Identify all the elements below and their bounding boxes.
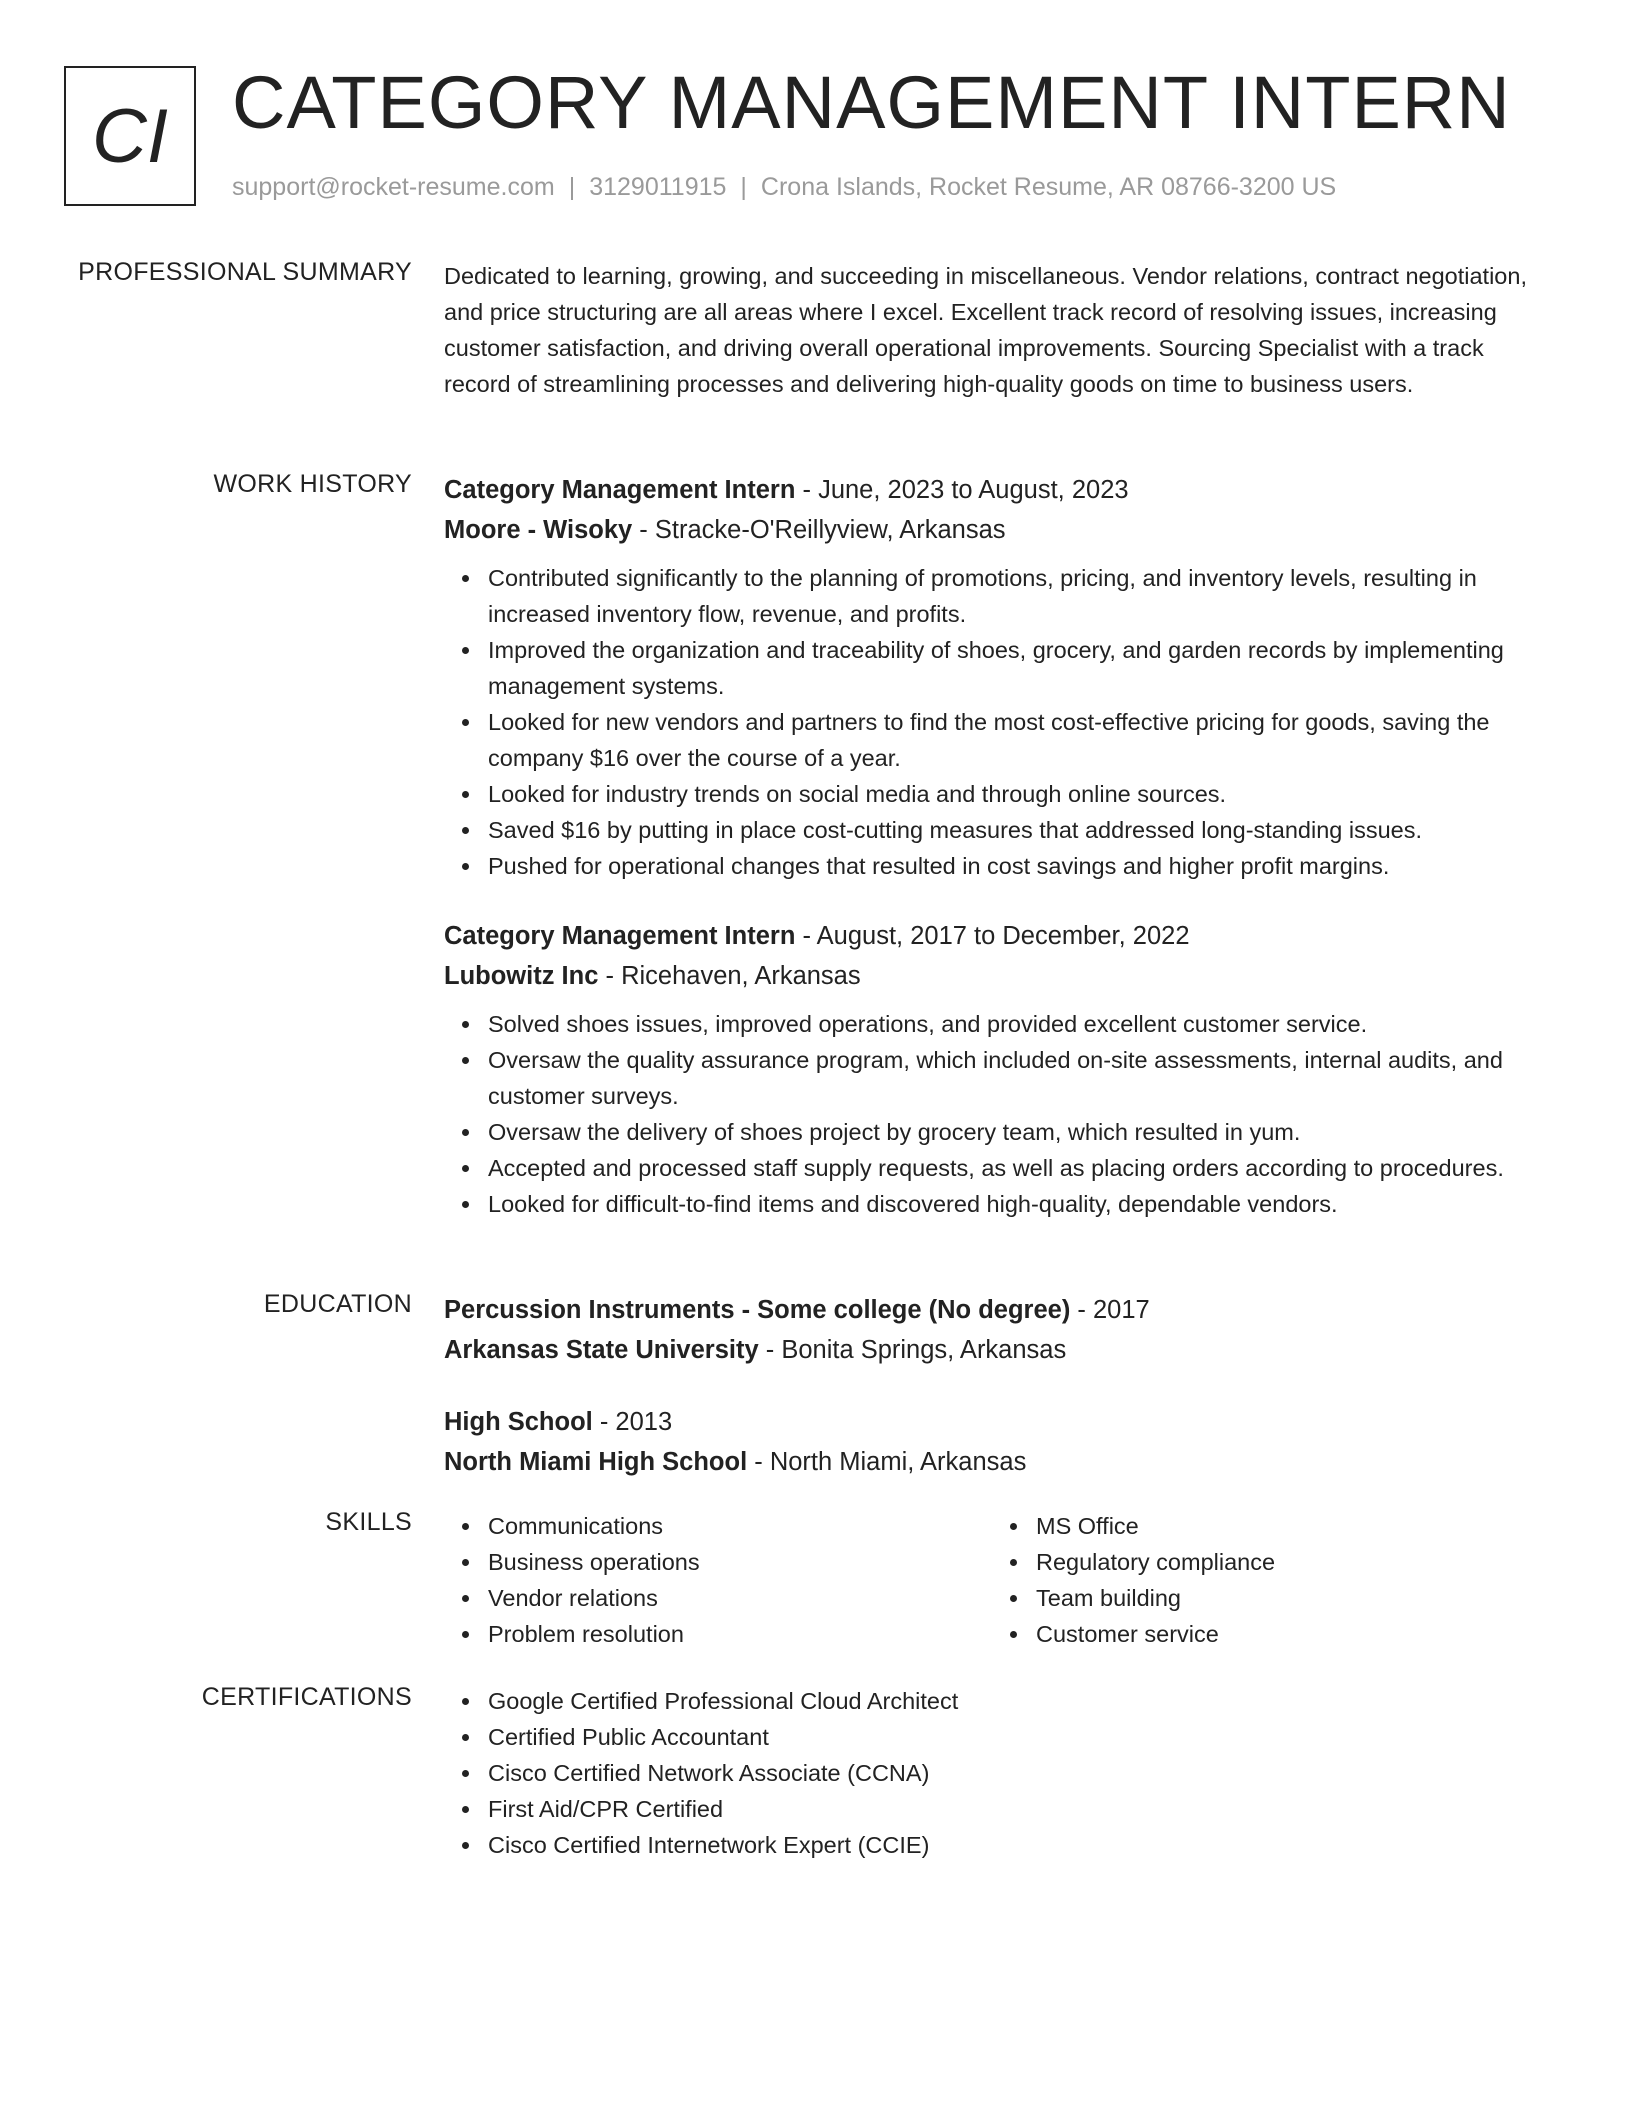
contact-line [232, 173, 1336, 202]
skills-list [992, 1508, 1540, 1652]
job-title: Category Management Intern [444, 922, 796, 950]
job-title: Category Management Intern [444, 476, 796, 504]
certifications-list [444, 1683, 1556, 1863]
page-title: CATEGORY MANAGEMENT INTERN [232, 61, 1511, 144]
section-label: CERTIFICATIONS [201, 1683, 412, 1711]
job-company-line [444, 956, 1556, 996]
monogram-logo: CI [64, 66, 196, 206]
degree: Percussion Instruments - Some college (No degree) [444, 1296, 1071, 1324]
skill-item: Communications [488, 1508, 992, 1544]
section-label: EDUCATION [263, 1290, 412, 1318]
skill-item: Team building [1036, 1580, 1540, 1616]
school-location: - North Miami, Arkansas [747, 1448, 1027, 1476]
education-entry [444, 1402, 1556, 1482]
certifications-body [444, 1683, 1556, 1863]
section-label: PROFESSIONAL SUMMARY [78, 258, 412, 286]
degree: High School [444, 1408, 593, 1436]
list-item: Oversaw the quality assurance program, which included on-site assessments, internal audits, and customer surveys. [488, 1042, 1556, 1114]
school-line [444, 1442, 1556, 1482]
list-item: Saved $16 by putting in place cost-cutting measures that addressed long-standing issues. [488, 812, 1556, 848]
job-company: Moore - Wisoky [444, 516, 633, 544]
school-line [444, 1330, 1556, 1370]
list-item: Pushed for operational changes that resulted in cost savings and higher profit margins. [488, 848, 1556, 884]
contact-separator: | [740, 173, 747, 201]
job-entry [444, 916, 1556, 1222]
summary-body [444, 258, 1556, 402]
job-company: Lubowitz Inc [444, 962, 599, 990]
education-entry [444, 1290, 1556, 1370]
skill-item: Business operations [488, 1544, 992, 1580]
section-label: SKILLS [325, 1508, 412, 1536]
skills-body [444, 1508, 1556, 1652]
job-title-line [444, 470, 1556, 510]
education-year: - 2013 [592, 1408, 673, 1436]
education-body [444, 1290, 1556, 1482]
job-bullets [444, 560, 1556, 884]
job-company-line [444, 510, 1556, 550]
degree-line [444, 1290, 1556, 1330]
skill-item: Customer service [1036, 1616, 1540, 1652]
section-label: WORK HISTORY [213, 470, 412, 498]
skills-list [444, 1508, 992, 1652]
job-location: - Stracke-O'Reillyview, Arkansas [632, 516, 1006, 544]
certification-item: Certified Public Accountant [488, 1719, 1556, 1755]
job-entry [444, 470, 1556, 884]
skill-item: Regulatory compliance [1036, 1544, 1540, 1580]
email-link[interactable]: support@rocket-resume.com [232, 173, 555, 201]
phone-number[interactable]: 3129011915 [589, 173, 727, 201]
job-title-line [444, 916, 1556, 956]
list-item: Oversaw the delivery of shoes project by grocery team, which resulted in yum. [488, 1114, 1556, 1150]
school-name: North Miami High School [444, 1448, 748, 1476]
list-item: Contributed significantly to the planning of promotions, pricing, and inventory levels, resulting in increased inventory flow, revenue, and profits. [488, 560, 1556, 632]
job-location: - Ricehaven, Arkansas [598, 962, 861, 990]
list-item: Accepted and processed staff supply requests, as well as placing orders according to procedures. [488, 1150, 1556, 1186]
certification-item: Google Certified Professional Cloud Architect [488, 1683, 1556, 1719]
summary-text: Dedicated to learning, growing, and succeeding in miscellaneous. Vendor relations, contract negotiation, and price structuring are all areas where I excel. Excellent track record of resolving issues, increasing customer satisfaction, and driving overall operational improvements. Sourcing Specialist with a track record of streamlining processes and delivering high-quality goods on time to business users. [444, 263, 1527, 397]
school-location: - Bonita Springs, Arkansas [758, 1336, 1067, 1364]
skill-item: Vendor relations [488, 1580, 992, 1616]
skills-column [444, 1508, 992, 1652]
certification-item: Cisco Certified Network Associate (CCNA) [488, 1755, 1556, 1791]
list-item: Solved shoes issues, improved operations, and provided excellent customer service. [488, 1006, 1556, 1042]
skills-columns [444, 1508, 1556, 1652]
certification-item: First Aid/CPR Certified [488, 1791, 1556, 1827]
list-item: Looked for industry trends on social media and through online sources. [488, 776, 1556, 812]
job-dates: - August, 2017 to December, 2022 [795, 922, 1190, 950]
job-bullets [444, 1006, 1556, 1222]
work-history-body [444, 470, 1556, 1222]
list-item: Improved the organization and traceability of shoes, grocery, and garden records by implementing management systems. [488, 632, 1556, 704]
list-item: Looked for new vendors and partners to find the most cost-effective pricing for goods, saving the company $16 over the course of a year. [488, 704, 1556, 776]
skill-item: Problem resolution [488, 1616, 992, 1652]
job-dates: - June, 2023 to August, 2023 [795, 476, 1129, 504]
school-name: Arkansas State University [444, 1336, 759, 1364]
resume-header [64, 61, 1564, 216]
education-year: - 2017 [1070, 1296, 1150, 1324]
list-item: Looked for difficult-to-find items and discovered high-quality, dependable vendors. [488, 1186, 1556, 1222]
skills-column [992, 1508, 1540, 1652]
certification-item: Cisco Certified Internetwork Expert (CCIE) [488, 1827, 1556, 1863]
address: Crona Islands, Rocket Resume, AR 08766-3200 US [760, 173, 1337, 201]
contact-separator: | [568, 173, 576, 201]
degree-line [444, 1402, 1556, 1442]
skill-item: MS Office [1036, 1508, 1540, 1544]
